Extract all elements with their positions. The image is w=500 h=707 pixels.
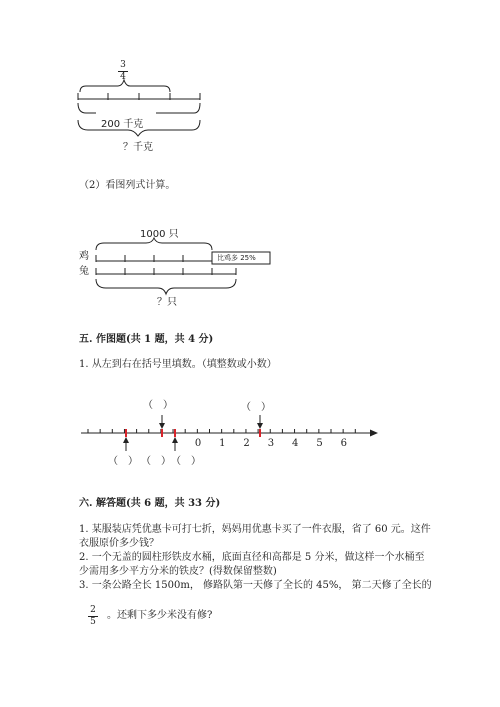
s6-q3-line2: 。还剩下多少米没有修? [107,610,213,621]
blank-below-3[interactable]: （ ） [171,456,201,467]
question-2-label: （2）看图列式计算。 [79,180,176,191]
s6-q2-line2: 少需用多少平方分米的铁皮？(得数保留整数) [79,566,277,577]
tick-label-4: 4 [292,438,299,449]
blank-below-1[interactable]: （ ） [108,456,138,467]
fraction-numerator: 3 [120,60,126,70]
tick-label-1: 1 [219,438,226,449]
section-5-title: 五. 作图题(共 1 题，共 4 分) [79,334,214,345]
blank-below-2[interactable]: （ ） [141,456,171,467]
s6-q2-line1: 2. 一个无盖的圆柱形铁皮水桶，底面直径和高都是 5 分米，做这样一个水桶至 [79,552,425,563]
label-total-weight: 200 千克 [101,119,144,130]
blank-above-2[interactable]: （ ） [241,402,271,413]
section-6-title: 六. 解答题(共 6 题，共 33 分) [79,498,221,509]
fraction-denominator: 4 [120,72,126,82]
fraction-numerator: 2 [90,605,96,615]
tick-label-2: 2 [243,438,250,449]
section-5-question-1: 1. 从左到右在括号里填数。（填整数或小数） [79,359,277,370]
tick-label-5: 5 [316,438,323,449]
label-unknown-count: ？只 [157,297,177,308]
row-label-rabbit: 兔 [79,266,89,277]
row-label-chicken: 鸡 [79,251,89,262]
tick-label-3: 3 [267,438,275,449]
label-1000: 1000 只 [140,229,179,240]
s6-q3-line1: 3. 一条公路全长 1500m， 修路队第一天修了全长的 45%， 第二天修了全长的 [79,580,432,591]
blank-above-1[interactable]: （ ） [143,400,173,411]
tick-label-6: 6 [340,438,347,449]
s6-q1-line2: 衣服原价多少钱？ [79,538,159,549]
s6-q1-line1: 1. 某服装店凭优惠卡可打七折，妈妈用优惠卡买了一件衣服，省了 60 元。这件 [79,524,431,535]
tick-label-0: 0 [194,438,202,449]
fraction-denominator: 5 [90,617,96,627]
label-unknown-weight: ？千克 [123,142,153,153]
extra-percent-note: 比鸡多 25% [217,254,256,262]
fraction-two-fifths [87,605,99,628]
